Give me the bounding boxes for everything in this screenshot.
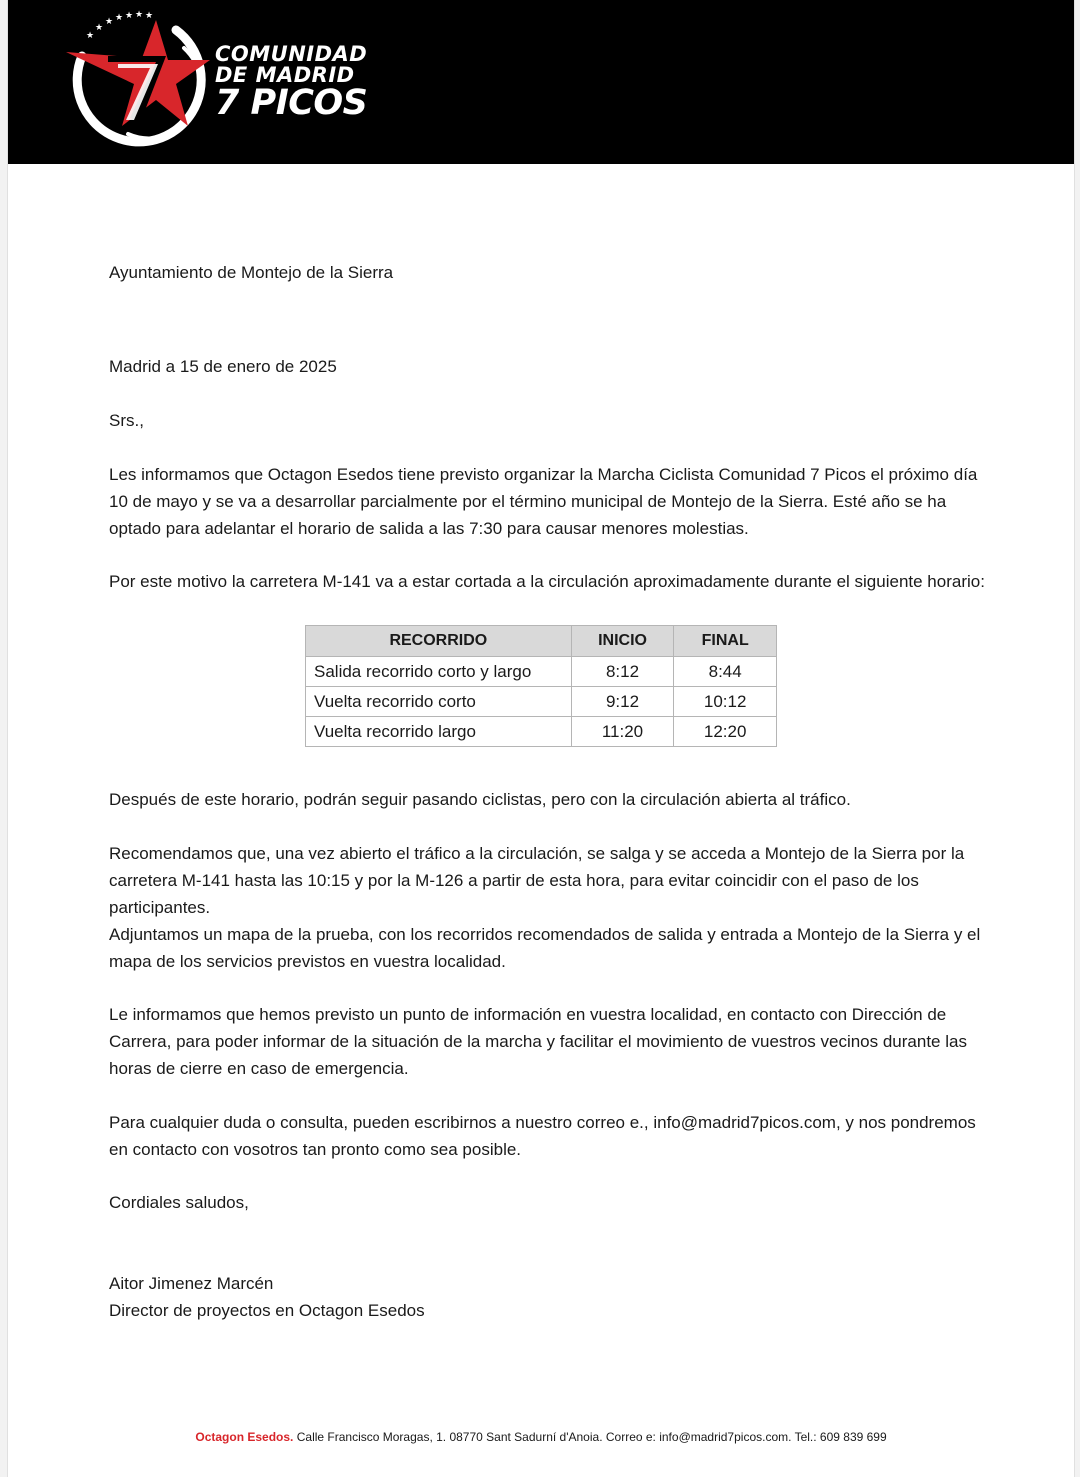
brand-wordmark xyxy=(215,44,367,121)
date-line: Madrid a 15 de enero de 2025 xyxy=(109,357,337,376)
svg-text:★: ★ xyxy=(135,10,144,20)
paragraph-recommendation: Recomendamos que, una vez abierto el tráfico a la circulación, se salga y se acceda a Montejo de la Sierra por la carretera M-141 hasta las 10:15 y por la M-126 a partir de esta hora, para evitar coincidir con el paso de los participantes. Adjuntamos un mapa de la prueba, con los recorridos recomendados de salida y entrada a Montejo de la Sierra y el mapa de los servicios previstos en vuestra localidad. xyxy=(109,840,989,975)
star-7-logo-icon xyxy=(58,8,218,148)
paragraph-after-schedule: Después de este horario, podrán seguir pasando ciclistas, pero con la circulación abierta al tráfico. xyxy=(109,790,851,809)
brand-line-3: 7 PICOS xyxy=(215,83,368,123)
footer-company: Octagon Esedos. xyxy=(195,1430,294,1444)
route-cell: Salida recorrido corto y largo xyxy=(306,657,572,687)
paragraph-contact: Para cualquier duda o consulta, pueden escribirnos a nuestro correo e., info@madrid7picos.com, y nos pondremos en contacto con vosotros tan pronto como sea posible. xyxy=(109,1113,976,1159)
column-header: INICIO xyxy=(571,626,674,657)
route-cell: Vuelta recorrido corto xyxy=(306,687,572,717)
table-header-row xyxy=(306,626,777,657)
svg-text:★: ★ xyxy=(86,31,95,41)
route-cell: Vuelta recorrido largo xyxy=(306,717,572,747)
brand-line-2: DE MADRID xyxy=(215,63,355,87)
signer-name: Aitor Jimenez Marcén xyxy=(109,1274,274,1293)
signature-block xyxy=(109,1270,989,1324)
svg-text:★: ★ xyxy=(105,17,114,27)
closure-schedule-table xyxy=(305,625,777,747)
paragraph-intro: Les informamos que Octagon Esedos tiene previsto organizar la Marcha Ciclista Comunidad 7 Picos el próximo día 10 de mayo y se va a desarrollar parcialmente por el término municipal de Montejo de la Sierra. Esté año se ha optado para adelantar el horario de salida a las 7:30 para causar menores molestias. xyxy=(109,465,978,538)
footer xyxy=(8,1430,1074,1444)
column-header: RECORRIDO xyxy=(306,626,572,657)
greeting: Srs., xyxy=(109,411,144,430)
footer-details: Calle Francisco Moragas, 1. 08770 Sant Sadurní d'Anoia. Correo e: info@madrid7picos.com. Tel.: 609 839 699 xyxy=(293,1430,887,1444)
table-row xyxy=(306,657,777,687)
end-time-cell: 8:44 xyxy=(674,657,777,687)
start-time-cell: 8:12 xyxy=(571,657,674,687)
end-time-cell: 12:20 xyxy=(674,717,777,747)
svg-text:★: ★ xyxy=(115,13,124,23)
letter-page xyxy=(7,0,1075,1477)
paragraph-map-attachment: Adjuntamos un mapa de la prueba, con los recorridos recomendados de salida y entrada a Montejo de la Sierra y el mapa de los servicios previstos en vuestra localidad. xyxy=(109,925,981,971)
recipient: Ayuntamiento de Montejo de la Sierra xyxy=(109,263,394,282)
start-time-cell: 9:12 xyxy=(571,687,674,717)
closing: Cordiales saludos, xyxy=(109,1193,249,1212)
end-time-cell: 10:12 xyxy=(674,687,777,717)
start-time-cell: 11:20 xyxy=(571,717,674,747)
svg-text:★: ★ xyxy=(145,11,154,21)
letterhead-banner xyxy=(8,0,1074,164)
table-row xyxy=(306,717,777,747)
svg-text:★: ★ xyxy=(125,11,134,21)
svg-text:★: ★ xyxy=(95,23,104,33)
paragraph-info-point: Le informamos que hemos previsto un punto de información en vuestra localidad, en contacto con Dirección de Carrera, para poder informar de la situación de la marcha y facilitar el movimiento de vuestros vecinos durante las horas de cierre en caso de emergencia. xyxy=(109,1005,967,1078)
signer-title: Director de proyectos en Octagon Esedos xyxy=(109,1301,425,1320)
brand-line-1: COMUNIDAD xyxy=(215,42,368,66)
table-row xyxy=(306,687,777,717)
paragraph-road-closure: Por este motivo la carretera M-141 va a estar cortada a la circulación aproximadamente durante el siguiente horario: xyxy=(109,572,985,591)
column-header: FINAL xyxy=(674,626,777,657)
